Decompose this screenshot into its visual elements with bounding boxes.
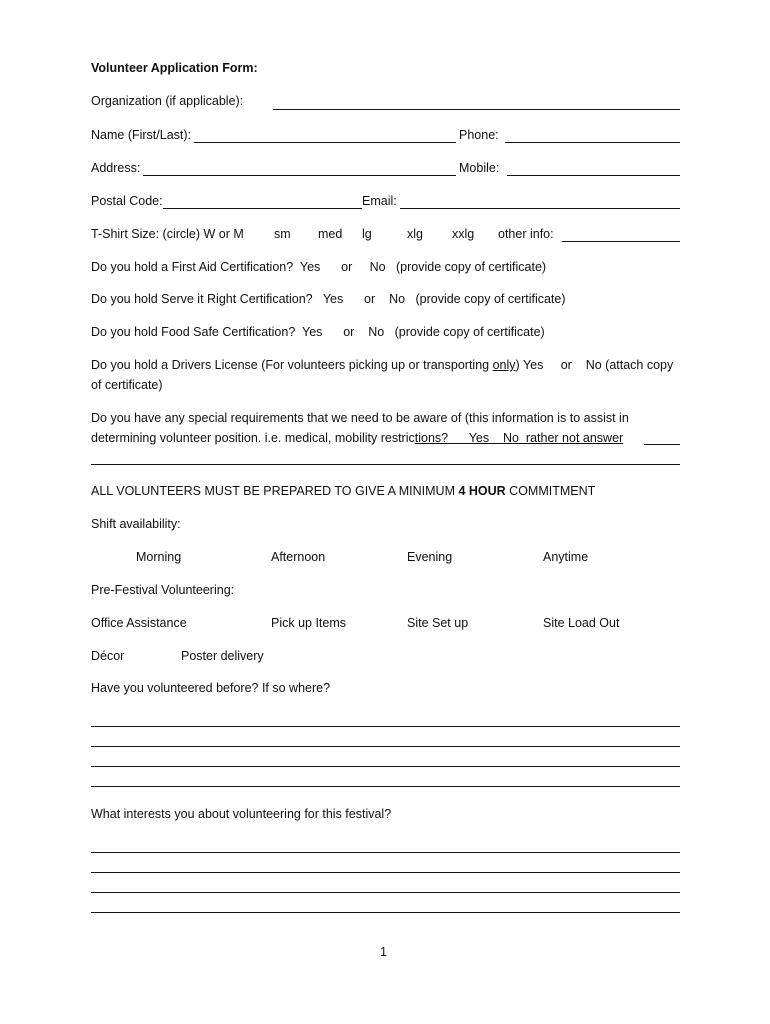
special-requirements-trailing-line[interactable] xyxy=(644,444,680,445)
interests-question: What interests you about volunteering for this festival? xyxy=(91,807,392,821)
drivers-text-pre: Do you hold a Drivers License (For volunteers picking up or transporting xyxy=(91,358,493,372)
form-title: Volunteer Application Form: xyxy=(91,61,258,75)
special-requirements-line1: Do you have any special requirements that we need to be aware of (this information is to assist in xyxy=(91,411,629,425)
special-requirements-field[interactable] xyxy=(91,464,680,465)
tshirt-size-lg[interactable]: lg xyxy=(362,227,372,241)
page-number: 1 xyxy=(380,945,387,959)
pre-festival-office-assistance[interactable]: Office Assistance xyxy=(91,616,187,630)
mobile-field[interactable] xyxy=(507,175,680,176)
organization-label: Organization (if applicable): xyxy=(91,94,244,108)
shift-availability-label: Shift availability: xyxy=(91,517,181,531)
address-label: Address: xyxy=(91,161,141,175)
pre-festival-site-load-out[interactable]: Site Load Out xyxy=(543,616,620,630)
commitment-pre: ALL VOLUNTEERS MUST BE PREPARED TO GIVE A MINIMUM xyxy=(91,484,459,498)
interests-line[interactable] xyxy=(91,852,680,853)
shift-option-anytime[interactable]: Anytime xyxy=(543,550,589,564)
commitment-bold: 4 HOUR xyxy=(458,484,506,498)
name-label: Name (First/Last): xyxy=(91,128,192,142)
volunteered-before-line[interactable] xyxy=(91,786,680,787)
postal-code-label: Postal Code: xyxy=(91,194,163,208)
phone-field[interactable] xyxy=(505,142,680,143)
tshirt-size-med[interactable]: med xyxy=(318,227,343,241)
pre-festival-pick-up-items[interactable]: Pick up Items xyxy=(271,616,347,630)
shift-option-afternoon[interactable]: Afternoon xyxy=(271,550,326,564)
volunteered-before-question: Have you volunteered before? If so where? xyxy=(91,681,331,695)
interests-line[interactable] xyxy=(91,912,680,913)
volunteered-before-line[interactable] xyxy=(91,726,680,727)
mobile-label: Mobile: xyxy=(459,161,500,175)
special-requirements-line2 xyxy=(91,431,623,445)
food-safe-question: Do you hold Food Safe Certification? Yes or No (provide copy of certificate) xyxy=(91,325,545,339)
volunteered-before-line[interactable] xyxy=(91,766,680,767)
postal-code-field[interactable] xyxy=(163,208,362,209)
tshirt-size-xxlg[interactable]: xxlg xyxy=(452,227,475,241)
interests-line[interactable] xyxy=(91,872,680,873)
tshirt-other-label: other info: xyxy=(498,227,554,241)
email-label: Email: xyxy=(362,194,397,208)
drivers-text-post: ) Yes or No (attach copy xyxy=(515,358,674,372)
serve-it-right-question: Do you hold Serve it Right Certification? Yes or No (provide copy of certificate) xyxy=(91,292,566,306)
pre-festival-poster-delivery[interactable]: Poster delivery xyxy=(181,649,264,663)
email-field[interactable] xyxy=(400,208,680,209)
shift-option-evening[interactable]: Evening xyxy=(407,550,453,564)
drivers-license-question xyxy=(91,358,673,372)
commitment-post: COMMITMENT xyxy=(505,484,596,498)
first-aid-question: Do you hold a First Aid Certification? Yes or No (provide copy of certificate) xyxy=(91,260,547,274)
volunteered-before-line[interactable] xyxy=(91,746,680,747)
drivers-text-only: only xyxy=(492,358,516,372)
shift-option-morning[interactable]: Morning xyxy=(136,550,182,564)
special-text-b: tions? Yes No rather not answer xyxy=(414,431,624,445)
special-text-a: determining volunteer position. i.e. medical, mobility restric xyxy=(91,431,415,445)
phone-label: Phone: xyxy=(459,128,499,142)
tshirt-size-xlg[interactable]: xlg xyxy=(407,227,423,241)
organization-field[interactable] xyxy=(273,109,680,110)
tshirt-label: T-Shirt Size: (circle) W or M xyxy=(91,227,244,241)
address-field[interactable] xyxy=(143,175,456,176)
tshirt-size-sm[interactable]: sm xyxy=(274,227,291,241)
tshirt-other-field[interactable] xyxy=(562,241,680,242)
pre-festival-label: Pre-Festival Volunteering: xyxy=(91,583,235,597)
drivers-license-line2: of certificate) xyxy=(91,378,163,392)
pre-festival-site-set-up[interactable]: Site Set up xyxy=(407,616,469,630)
pre-festival-decor[interactable]: Décor xyxy=(91,649,125,663)
name-field[interactable] xyxy=(194,142,456,143)
commitment-notice xyxy=(91,484,595,498)
interests-line[interactable] xyxy=(91,892,680,893)
